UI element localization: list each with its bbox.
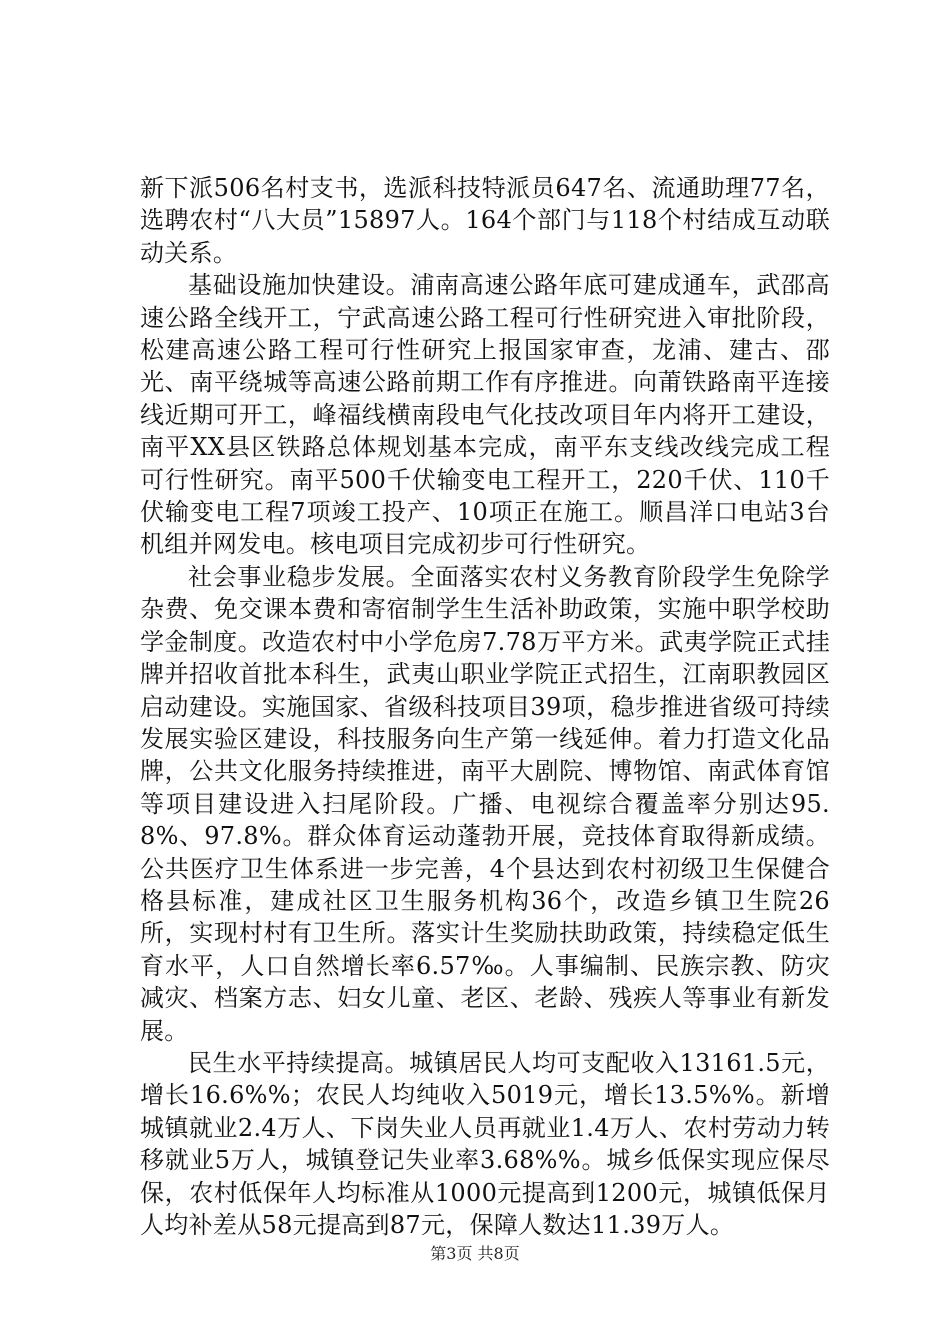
paragraph-continuation: 新下派506名村支书，选派科技特派员647名、流通助理77名，选聘农村“八大员”15897人。164个部门与118个村结成互动联动关系。 xyxy=(140,174,830,267)
paragraph-infrastructure: 基础设施加快建设。浦南高速公路年底可建成通车，武邵高速公路全线开工，宁武高速公路工程可行性研究进入审批阶段，松建高速公路工程可行性研究上报国家审查，龙浦、建古、邵光、南平绕城等高速公路前期工作有序推进。向莆铁路南平连接线近期可开工，峰福线横南段电气化技改项目年内将开工建设，南平XX县区铁路总体规划基本完成，南平东支线改线完成工程可行性研究。南平500千伏输变电工程开工，220千伏、110千伏输变电工程7项竣工投产、10项正在施工。顺昌洋口电站3台机组并网发电。核电项目完成初步可行性研究。 xyxy=(140,271,830,559)
paragraph-livelihood: 民生水平持续提高。城镇居民人均可支配收入13161.5元，增长16.6%%；农民人均纯收入5019元，增长13.5%%。新增城镇就业2.4万人、下岗失业人员再就业1.4万人、农村劳动力转移就业5万人，城镇登记失业率3.68%%。城乡低保实现应保尽保，农村低保年人均标准从1000元提高到1200元，城镇低保月人均补差从58元提高到87元，保障人数达11.39万人。 xyxy=(140,1048,830,1239)
paragraph-social-affairs: 社会事业稳步发展。全面落实农村义务教育阶段学生免除学杂费、免交课本费和寄宿制学生生活补助政策，实施中职学校助学金制度。改造农村中小学危房7.78万平方米。武夷学院正式挂牌并招收首批本科生，武夷山职业学院正式招生，江南职教园区启动建设。实施国家、省级科技项目39项，稳步推进省级可持续发展实验区建设，科技服务向生产第一线延伸。着力打造文化品牌，公共文化服务持续推进，南平大剧院、博物馆、南武体育馆等项目建设进入扫尾阶段。广播、电视综合覆盖率分别达95.8%、97.8%。群众体育运动蓬勃开展，竞技体育取得新成绩。公共医疗卫生体系进一步完善，4个县达到农村初级卫生保健合格县标准，建成社区卫生服务机构36个，改造乡镇卫生院26所，实现村村有卫生所。落实计生奖励扶助政策，持续稳定低生育水平，人口自然增长率6.57‰。人事编制、民族宗教、防灾减灾、档案方志、妇女儿童、老区、老龄、残疾人等事业有新发展。 xyxy=(140,562,830,1045)
page-number-footer: 第3页 共8页 xyxy=(430,1244,520,1263)
document-body xyxy=(140,172,830,1241)
